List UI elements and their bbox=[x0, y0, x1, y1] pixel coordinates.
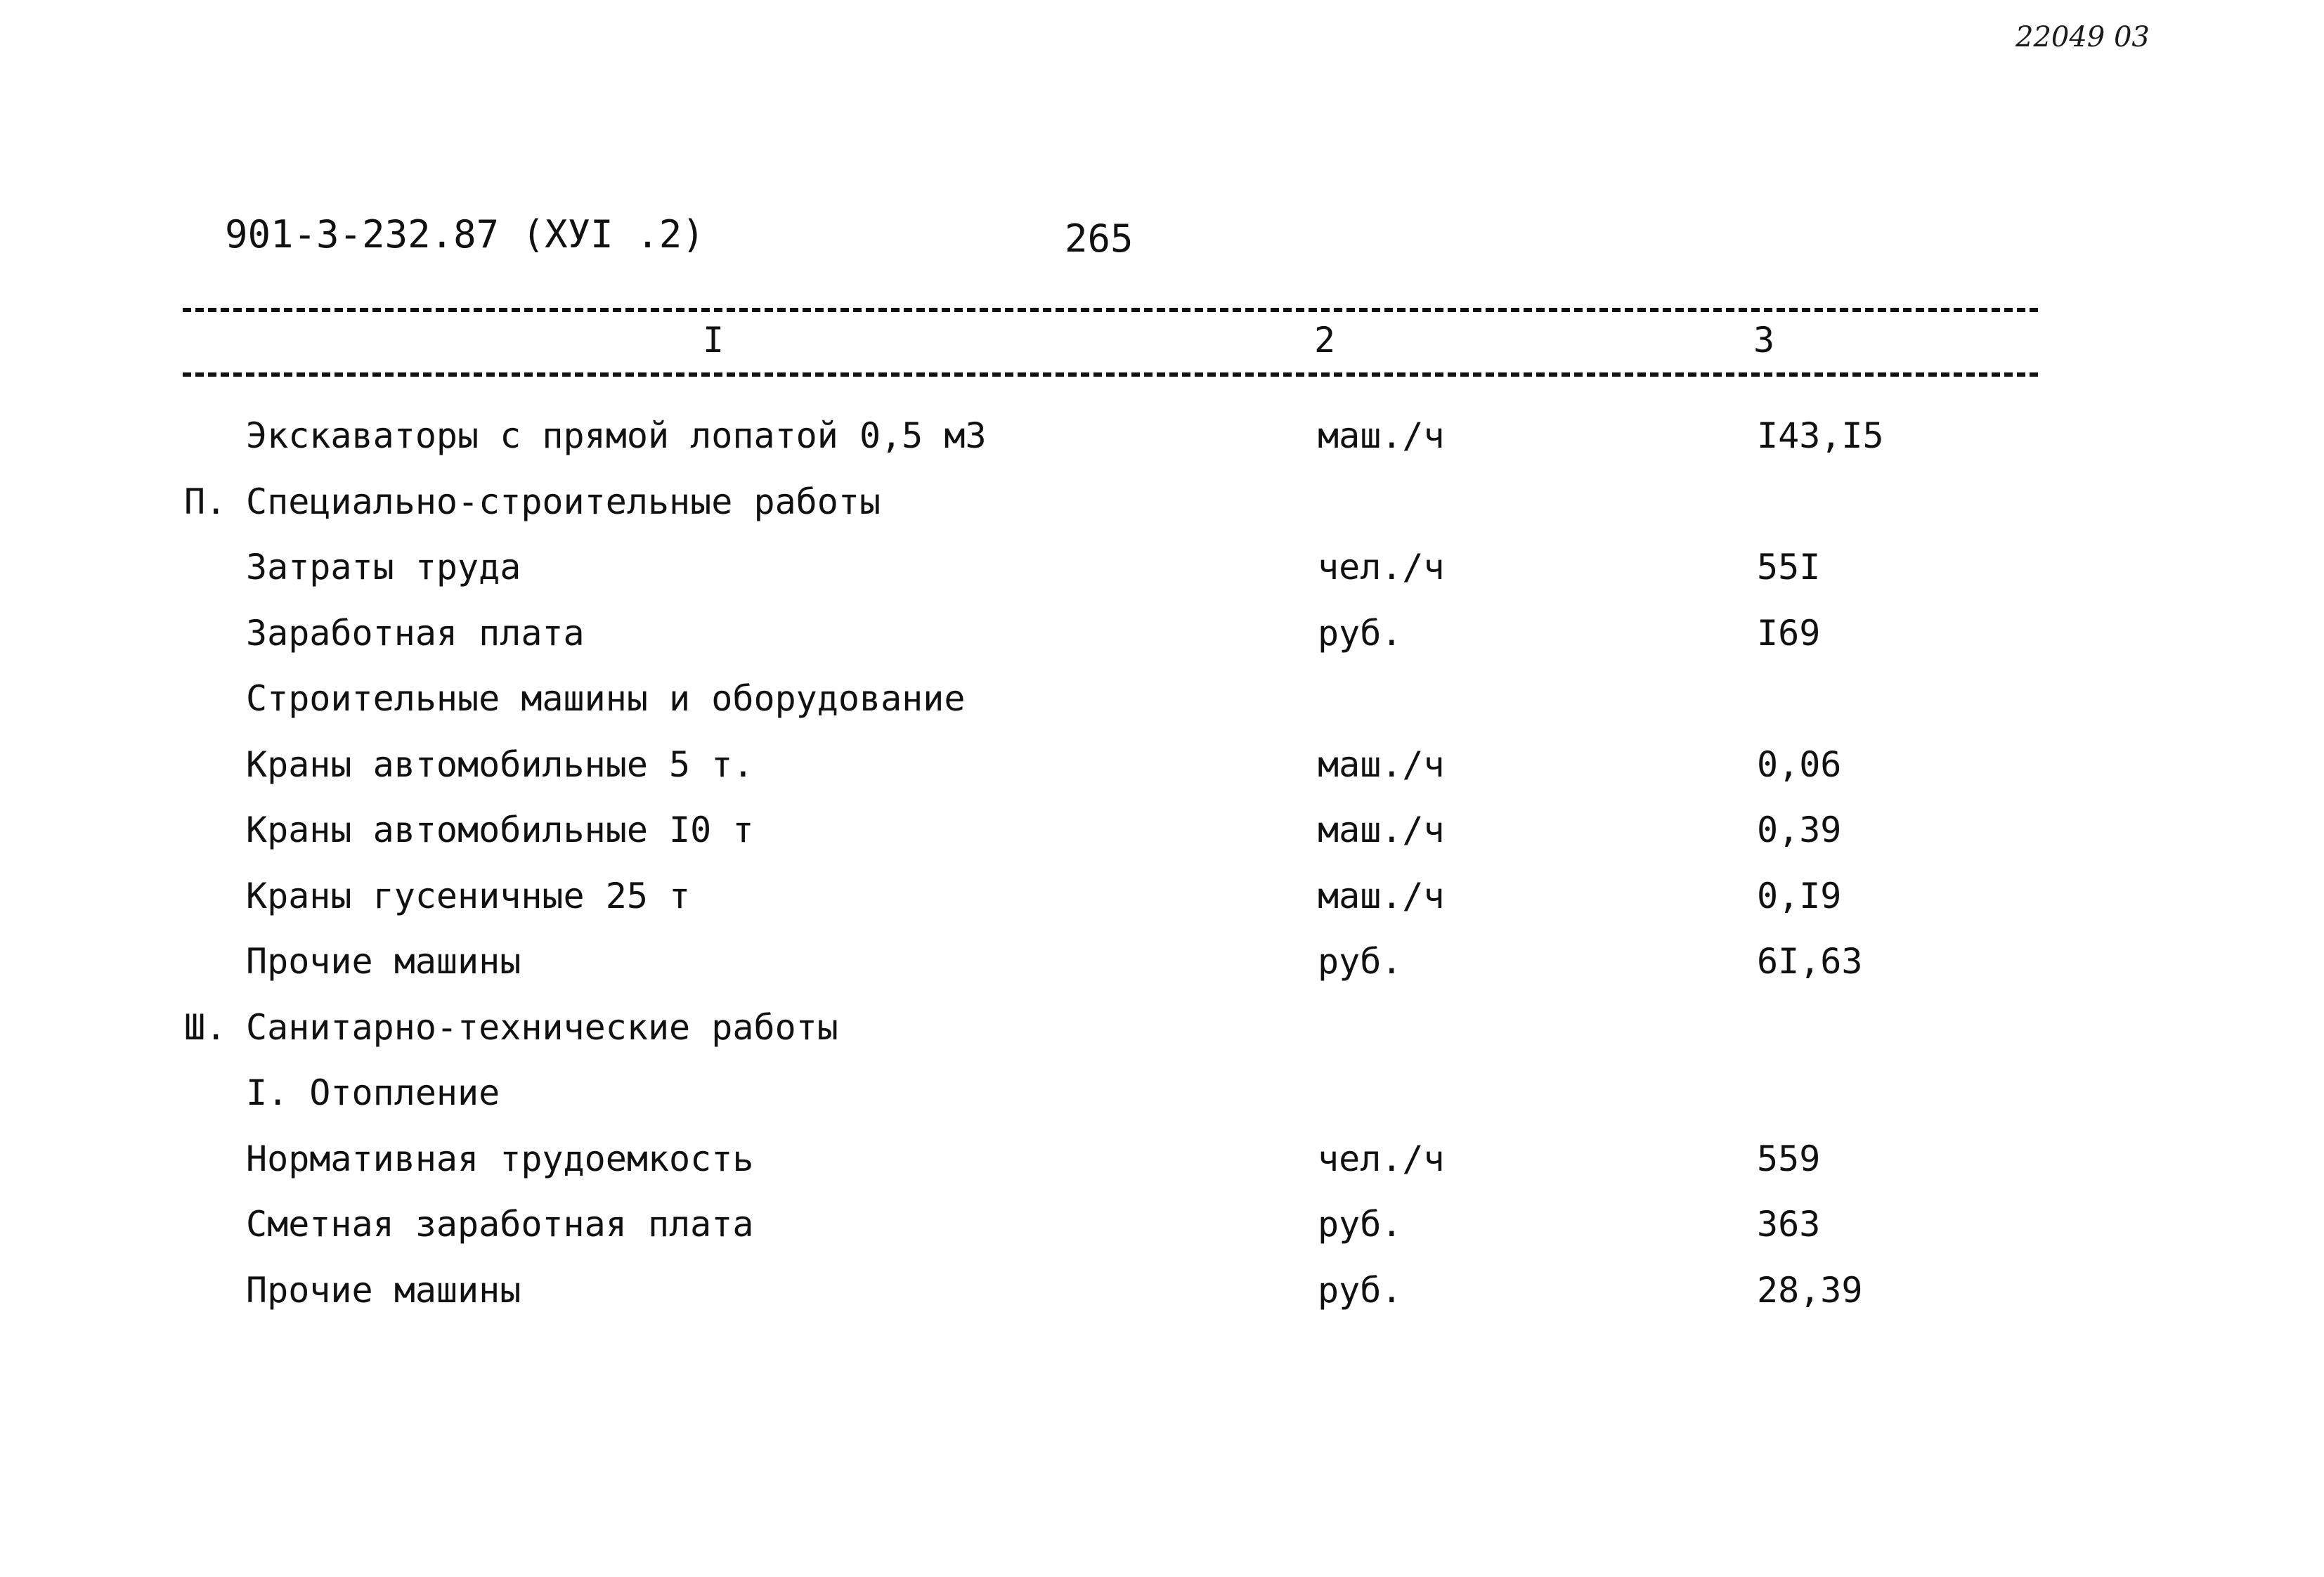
row-name: Строительные машины и оборудование bbox=[246, 678, 966, 719]
row-unit: руб. bbox=[1318, 941, 1403, 982]
row-unit: маш./ч bbox=[1318, 875, 1445, 916]
row-unit: руб. bbox=[1318, 612, 1403, 654]
row-value: 559 bbox=[1757, 1138, 1821, 1179]
table-row bbox=[0, 609, 2324, 675]
table-row bbox=[0, 805, 2324, 871]
row-value: 0,39 bbox=[1757, 810, 1842, 850]
row-value: 0,06 bbox=[1757, 744, 1842, 785]
column-header-unit: 2 bbox=[1314, 320, 1336, 361]
row-name: Краны автомобильные 5 т. bbox=[246, 744, 754, 785]
row-name: Нормативная трудоемкость bbox=[246, 1138, 754, 1179]
table-row bbox=[0, 1266, 2324, 1332]
table-row bbox=[0, 937, 2324, 1003]
table-row bbox=[0, 477, 2324, 543]
row-unit: чел./ч bbox=[1318, 1138, 1445, 1179]
page-number: 265 bbox=[1065, 216, 1134, 261]
row-value: I69 bbox=[1757, 612, 1821, 654]
row-name: Затраты труда bbox=[246, 547, 521, 588]
table-body bbox=[0, 411, 2324, 1331]
row-name: Санитарно-технические работы bbox=[246, 1006, 838, 1048]
row-value: 363 bbox=[1757, 1204, 1821, 1245]
row-value: I43,I5 bbox=[1757, 415, 1884, 456]
table-row bbox=[0, 871, 2324, 937]
row-name: Специально-строительные работы bbox=[246, 481, 881, 522]
table-row bbox=[0, 543, 2324, 609]
row-name: I. Отопление bbox=[246, 1072, 500, 1113]
row-unit: маш./ч bbox=[1318, 415, 1445, 456]
table-row bbox=[0, 1134, 2324, 1200]
row-name: Экскаваторы с прямой лопатой 0,5 м3 bbox=[246, 415, 987, 456]
row-value: 6I,63 bbox=[1757, 941, 1863, 982]
row-name: Краны гусеничные 25 т bbox=[246, 875, 691, 916]
row-name: Краны автомобильные I0 т bbox=[246, 810, 754, 850]
table-top-rule bbox=[183, 308, 2038, 312]
row-value: 0,I9 bbox=[1757, 875, 1842, 916]
row-unit: маш./ч bbox=[1318, 744, 1445, 785]
table-row bbox=[0, 1003, 2324, 1069]
row-unit: руб. bbox=[1318, 1204, 1403, 1245]
document-code: 901-3-232.87 (ХУI .2) bbox=[225, 212, 705, 257]
row-unit: маш./ч bbox=[1318, 810, 1445, 850]
row-unit: чел./ч bbox=[1318, 547, 1445, 588]
row-value: 55I bbox=[1757, 547, 1821, 588]
row-section-number: П. bbox=[184, 481, 227, 522]
row-name: Заработная плата bbox=[246, 612, 585, 654]
row-name: Сметная заработная плата bbox=[246, 1204, 754, 1245]
row-value: 28,39 bbox=[1757, 1269, 1863, 1311]
table-row bbox=[0, 411, 2324, 477]
row-section-number: Ш. bbox=[184, 1006, 227, 1048]
archive-handwritten-mark: 22049 03 bbox=[2015, 21, 2150, 53]
row-name: Прочие машины bbox=[246, 941, 521, 982]
table-row bbox=[0, 674, 2324, 740]
table-row bbox=[0, 740, 2324, 806]
table-row bbox=[0, 1200, 2324, 1266]
column-header-name: I bbox=[703, 320, 725, 361]
column-header-value: 3 bbox=[1753, 320, 1775, 361]
row-unit: руб. bbox=[1318, 1269, 1403, 1311]
table-row bbox=[0, 1068, 2324, 1134]
table-header-rule bbox=[183, 372, 2038, 377]
row-name: Прочие машины bbox=[246, 1269, 521, 1311]
